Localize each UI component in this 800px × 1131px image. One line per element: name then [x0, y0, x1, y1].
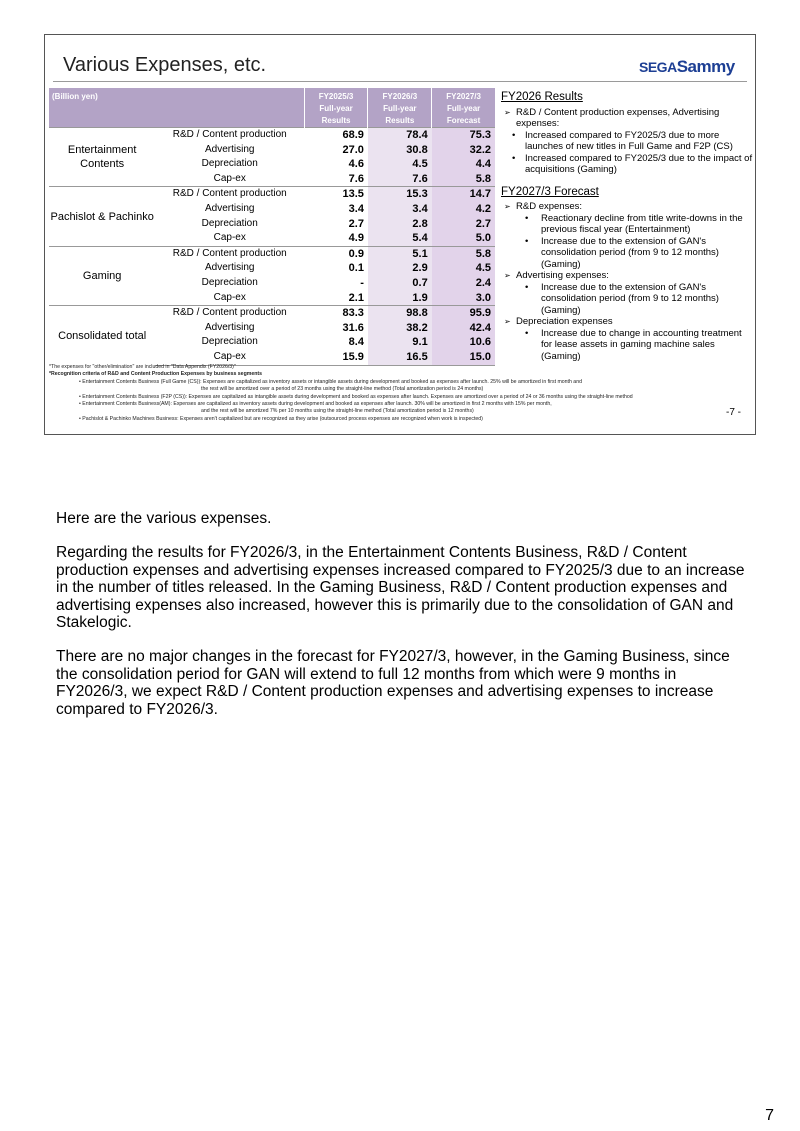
value-cell: 32.2 [432, 143, 495, 158]
forecast-sub-item: • Increase due to the extension of GAN's consolidation period (from 9 to 12 months) (Gaming) [525, 235, 719, 270]
segment-label: Consolidated total [49, 306, 155, 365]
value-cell: 2.7 [348, 217, 364, 230]
table-row [49, 306, 495, 321]
value-cell: 98.8 [368, 306, 432, 321]
forecast-sub-item: • Reactionary decline from title write-downs in the previous fiscal year (Entertainment) [525, 212, 743, 235]
footnote: • Pachislot & Pachinko Machines Business: Expenses aren't capitalized but are recognized as they arise (outsourced process expenses are recognized when work is inspected) [79, 415, 483, 422]
commentary-panel [501, 92, 753, 362]
value-cell: 2.8 [368, 217, 432, 232]
value-cell: 15.3 [368, 187, 432, 202]
expense-item-label: Depreciation [201, 158, 258, 170]
value-cell: 5.8 [432, 246, 495, 261]
value-cell: 3.4 [368, 202, 432, 217]
expense-item-label: Advertising [205, 202, 255, 214]
expense-item-label: Advertising [205, 321, 255, 333]
expense-item-label: Depreciation [201, 276, 258, 288]
table-row [49, 246, 495, 261]
title-divider [53, 81, 747, 82]
slide-title: Various Expenses, etc. [63, 54, 267, 76]
value-cell: 83.3 [304, 306, 368, 321]
narration-text [56, 510, 746, 735]
value-cell: 0.1 [348, 262, 364, 275]
value-cell: 14.7 [432, 187, 495, 202]
value-cell: 5.1 [368, 246, 432, 261]
value-cell: 38.2 [368, 321, 432, 336]
value-cell: 13.5 [304, 187, 368, 202]
expense-item-label: Depreciation [201, 336, 258, 348]
value-cell: 4.6 [348, 158, 364, 171]
value-cell: 4.5 [432, 261, 495, 276]
narration-paragraph: Here are the various expenses. [56, 510, 272, 527]
footnote: and the rest will be amortized 7% per 10 months using the straight-line method (Total amortization period is 12 months) [201, 408, 474, 415]
value-cell: 30.8 [368, 143, 432, 158]
expenses-table [49, 88, 495, 366]
results-heading: FY2026 Results [501, 91, 583, 103]
footnote: the rest will be amortized over a period of 23 months using the straight-line method (Total amortization period is 24 months) [201, 386, 484, 393]
expense-item-label: Cap-ex [155, 231, 304, 246]
value-cell: 9.1 [368, 335, 432, 350]
segasammy-logo: SEGASammy [639, 57, 735, 76]
results-sub-item: • Increased compared to FY2025/3 due to the impact of acquisitions (Gaming) [512, 152, 753, 175]
slide [44, 34, 756, 435]
segment-label: Pachislot & Pachinko [49, 187, 155, 246]
value-cell: 0.9 [304, 246, 368, 261]
footnote: *The expenses for "other/elimination" are included in "Data Appendix (FY2026/3)" [49, 364, 236, 370]
expense-item-label: Advertising [205, 262, 255, 274]
col-header-fy2025: FY2025/3 Full-year Results [304, 88, 368, 128]
table-row [49, 128, 495, 143]
value-cell: 95.9 [432, 306, 495, 321]
value-cell: 8.4 [348, 336, 364, 349]
footnote: • Entertainment Contents Business (F2P (CS)): Expenses are capitalized as intangible assets during development and booked as expenses after launch. Expenses are amortized over a period of 24 or 36 months using the straight-line method [79, 393, 633, 400]
value-cell: 68.9 [304, 128, 368, 143]
value-cell: 5.0 [432, 231, 495, 246]
value-cell: 4.4 [432, 157, 495, 172]
value-cell: 27.0 [342, 143, 364, 156]
expense-item-label: Depreciation [201, 217, 258, 229]
expense-item-label: Advertising [205, 143, 255, 155]
value-cell: 4.9 [304, 231, 368, 246]
value-cell: 7.6 [304, 172, 368, 187]
value-cell: 31.6 [342, 321, 364, 334]
value-cell: 3.0 [432, 291, 495, 306]
value-cell: 42.4 [432, 321, 495, 336]
page-number: 7 [765, 1107, 774, 1124]
expense-item-label: R&D / Content production [155, 128, 304, 143]
results-point: ➢ R&D / Content production expenses, Advertising expenses: [504, 106, 720, 129]
forecast-sub-item: • Increase due to the extension of GAN's consolidation period (from 9 to 12 months) (Gaming) [525, 281, 719, 316]
value-cell: 2.1 [304, 291, 368, 306]
footnote: • Entertainment Contents Business (Full Game (CS)): Expenses are capitalized as inventory assets or intangible assets during development and booked as expenses after launch. 25% will be amortized in first month and [79, 378, 582, 385]
table-row [49, 187, 495, 202]
slide-page-label: -7 - [726, 407, 741, 418]
expense-item-label: R&D / Content production [155, 246, 304, 261]
forecast-point: ➢ Depreciation expenses [504, 316, 613, 327]
value-cell: 15.0 [432, 350, 495, 365]
value-cell: 2.9 [368, 261, 432, 276]
value-cell: 10.6 [432, 335, 495, 350]
value-cell: 15.9 [304, 350, 368, 365]
forecast-heading: FY2027/3 Forecast [501, 185, 599, 198]
expense-item-label: Cap-ex [155, 350, 304, 365]
value-cell: 7.6 [368, 172, 432, 187]
expense-item-label: Cap-ex [155, 291, 304, 306]
value-cell: 78.4 [368, 128, 432, 143]
narration-paragraph: Regarding the results for FY2026/3, in the Entertainment Contents Business, R&D / Content production expenses and advertising expenses increased compared to FY2025/3 due to an increase in the number of titles released. In the Gaming Business, R&D / Content production expenses and advertising expenses also increased, however this is primarily due to the consolidation of GAN and Stakelogic. [56, 544, 745, 632]
narration-paragraph: There are no major changes in the forecast for FY2027/3, however, in the Gaming Business, since the consolidation period for GAN will extend to full 12 months from which were 9 months in FY2026/3, we expect R&D / Content production expenses and advertising expenses to increase compared to FY2026/3. [56, 648, 730, 718]
value-cell: - [360, 276, 364, 289]
value-cell: 5.4 [368, 231, 432, 246]
value-cell: 4.5 [368, 157, 432, 172]
forecast-point: ➢ Advertising expenses: [504, 270, 609, 281]
expense-item-label: Cap-ex [155, 172, 304, 187]
segment-label: Entertainment Contents [49, 128, 155, 187]
footnote: *Recognition criteria of R&D and Content Production Expenses by business segments [49, 371, 263, 378]
value-cell: 0.7 [368, 276, 432, 291]
value-cell: 5.8 [432, 172, 495, 187]
value-cell: 3.4 [348, 202, 364, 215]
col-header-fy2026: FY2026/3 Full-year Results [368, 88, 432, 128]
forecast-point: ➢ R&D expenses: [504, 201, 583, 212]
col-header-fy2027: FY2027/3 Full-year Forecast [432, 88, 495, 128]
value-cell: 1.9 [368, 291, 432, 306]
segment-label: Gaming [49, 246, 155, 305]
results-sub-item: • Increased compared to FY2025/3 due to more launches of new titles in Full Game and F2P (CS) [512, 129, 733, 152]
value-cell: 2.4 [432, 276, 495, 291]
expense-item-label: R&D / Content production [155, 306, 304, 321]
footnote: • Entertainment Contents Business(AM): Expenses are capitalized as inventory assets during development and booked as expenses after launch. 30% will be amortized in first 2 months with 15% per month, [79, 401, 552, 408]
expense-item-label: R&D / Content production [155, 187, 304, 202]
value-cell: 2.7 [432, 217, 495, 232]
value-cell: 4.2 [432, 202, 495, 217]
unit-label: (Billion yen) [49, 88, 304, 128]
forecast-sub-item: • Increase due to change in accounting treatment for lease assets in gaming machine sales (Gaming) [525, 327, 742, 362]
value-cell: 75.3 [432, 128, 495, 143]
footnotes [49, 364, 749, 423]
value-cell: 16.5 [368, 350, 432, 365]
